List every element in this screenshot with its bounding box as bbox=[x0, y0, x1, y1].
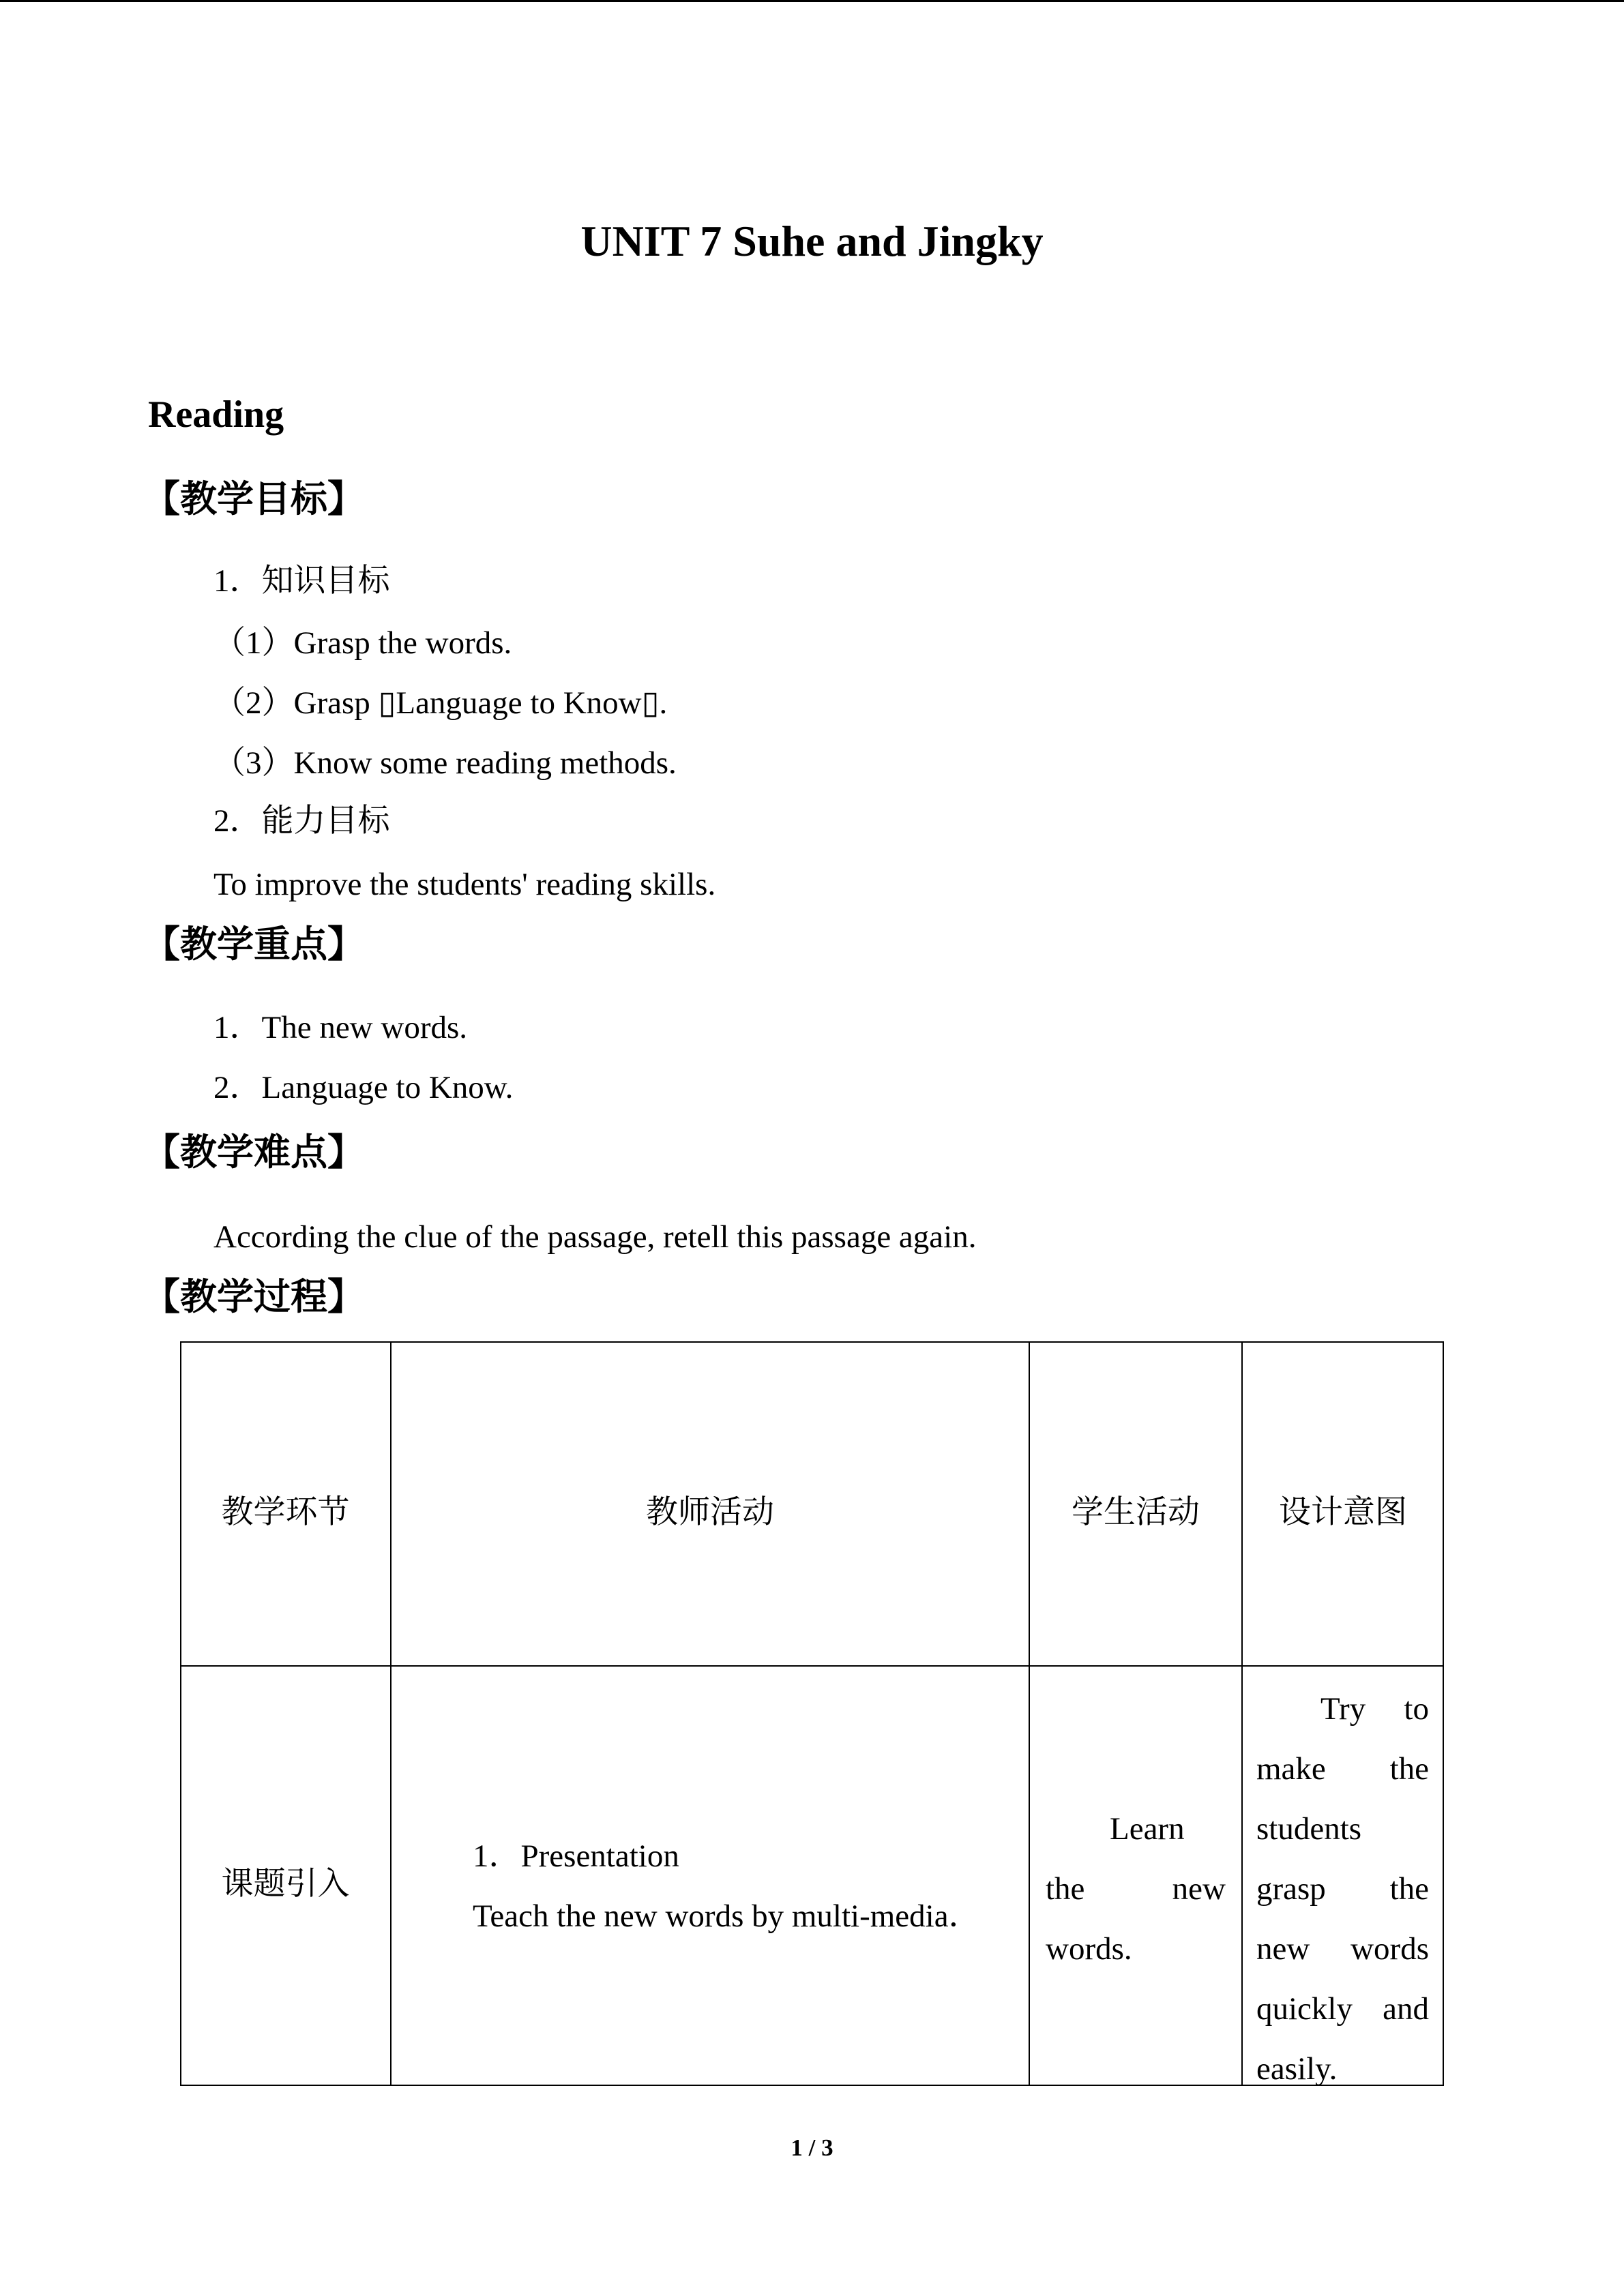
objectives-heading: 【教学目标】 bbox=[143, 479, 364, 520]
table-header-cell: 设计意图 bbox=[1279, 1495, 1407, 1530]
table-header-cell: 学生活动 bbox=[1072, 1495, 1200, 1530]
table-header-cell: 教学环节 bbox=[221, 1495, 350, 1530]
objective-item: 1．知识目标 bbox=[213, 563, 390, 599]
table-cell-teacher bbox=[473, 1826, 981, 1946]
table-cell-design: Try to make the students grasp the new words quickly and easily. bbox=[1256, 1691, 1429, 2087]
teacher-activity-line: Teach the new words by multi-media． bbox=[473, 1898, 981, 1934]
difficulty-item: According the clue of the passage, retell this passage again. bbox=[213, 1219, 977, 1255]
page-top-border bbox=[0, 0, 1624, 2]
key-point-item: 2．Language to Know. bbox=[213, 1070, 514, 1105]
table-column-divider bbox=[1241, 1341, 1243, 2086]
objective-item: To improve the students' reading skills. bbox=[213, 867, 716, 902]
difficulties-heading: 【教学难点】 bbox=[143, 1132, 364, 1173]
objective-item: （2）Grasp ▯Language to Know▯. bbox=[213, 685, 668, 721]
table-frame bbox=[180, 1341, 1444, 2086]
table-column-divider bbox=[1029, 1341, 1030, 2086]
table-column-divider bbox=[390, 1341, 392, 2086]
objective-item: 2．能力目标 bbox=[213, 803, 390, 839]
key-point-item: 1．The new words. bbox=[213, 1010, 468, 1045]
page-number: 1 / 3 bbox=[791, 2134, 833, 2161]
document-title: UNIT 7 Suhe and Jingky bbox=[580, 217, 1044, 265]
process-heading: 【教学过程】 bbox=[143, 1277, 364, 1317]
objective-item: （3）Know some reading methods. bbox=[213, 745, 677, 781]
key-points-heading: 【教学重点】 bbox=[143, 924, 364, 965]
section-title: Reading bbox=[148, 393, 284, 436]
objective-item: （1）Grasp the words. bbox=[213, 625, 512, 661]
teacher-activity-line: 1．Presentation bbox=[473, 1838, 679, 1874]
table-cell-stage: 课题引入 bbox=[221, 1866, 350, 1902]
table-header-cell: 教师活动 bbox=[646, 1495, 774, 1530]
table-cell-students: Learn the new words. bbox=[1046, 1811, 1226, 1967]
table-row-divider bbox=[180, 1665, 1444, 1667]
